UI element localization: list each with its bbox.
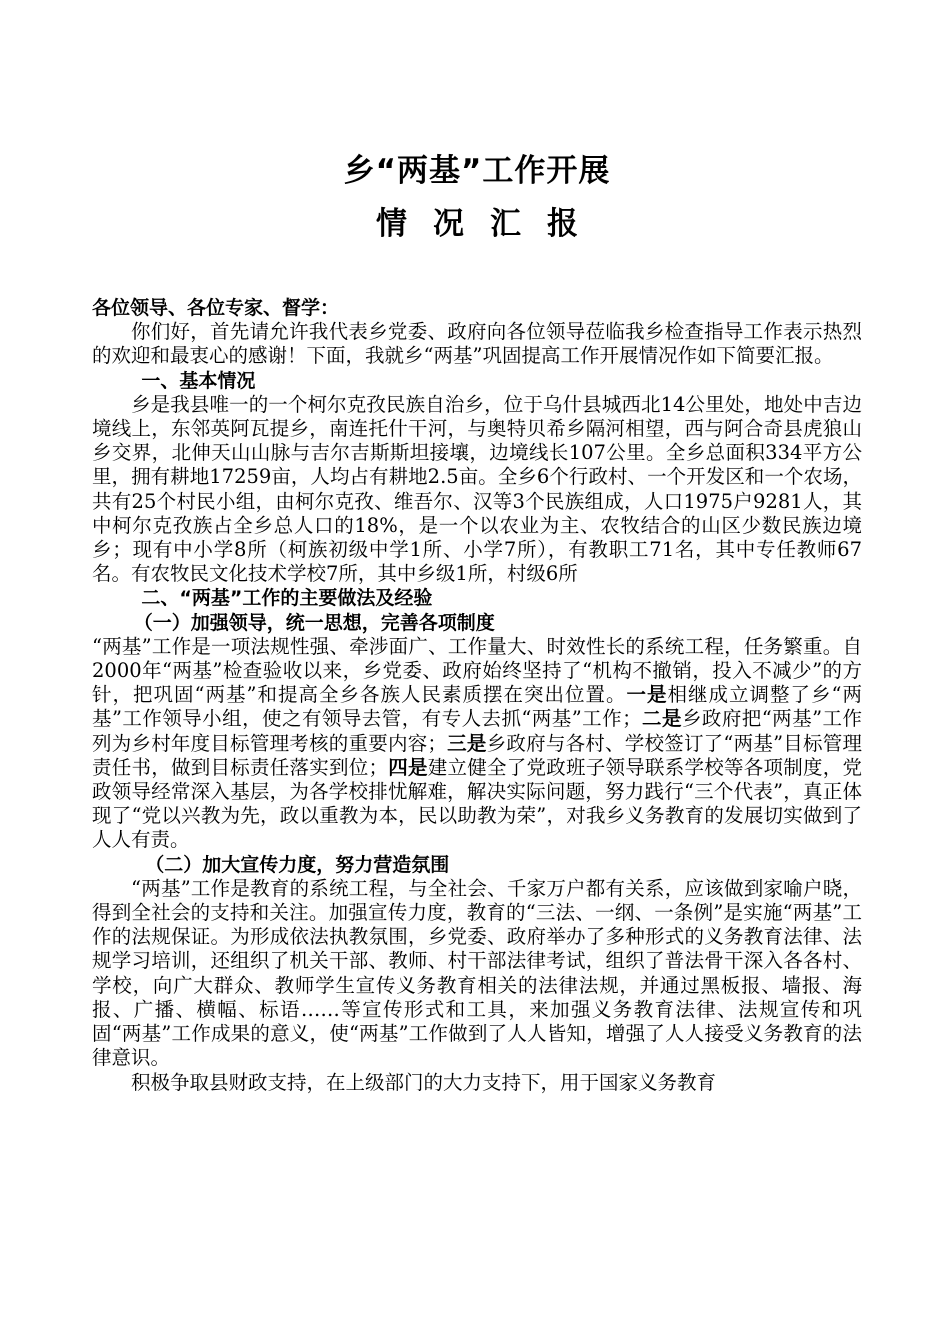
keyword-fourth: 四是	[387, 755, 428, 779]
subsection-heading-publicity: （二）加大宣传力度，努力营造氛围	[145, 853, 450, 876]
paragraph-text: 建立健全了党政班子领导联系学校等各项制度，党政领导经常深入基层，为各学校排忧解难，解决实际问题，努力践行“三个代表”，真正体现了“党以兴教为先，政以重教为本，民以助教为荣”，对我乡义务教育的发展切实做到了人人有责。	[92, 755, 862, 852]
document-title: 乡“两基”工作开展	[343, 153, 611, 189]
section-heading-basic-situation: 一、基本情况	[141, 369, 256, 392]
salutation: 各位领导、各位专家、督学：	[92, 297, 340, 319]
paragraph-finance: 积极争取县财政支持，在上级部门的大力支持下，用于国家义务教育	[131, 1070, 717, 1094]
keyword-second: 二是	[641, 707, 682, 731]
subsection-paragraph-leadership	[92, 635, 862, 853]
intro-paragraph: 你们好，首先请允许我代表乡党委、政府向各位领导莅临我乡检查指导工作表示热烈的欢迎和最衷心的感谢！下面，我就乡“两基”巩固提高工作开展情况作如下简要汇报。	[92, 320, 862, 368]
section-heading-methods: 二、“两基”工作的主要做法及经验	[141, 587, 433, 610]
subsection-paragraph-publicity: “两基”工作是教育的系统工程，与全社会、千家万户都有关系，应该做到家喻户晓，得到全社会的支持和关注。加强宣传力度，教育的“三法、一纲、一条例”是实施“两基”工作的法规保证。为形成依法执教氛围，乡党委、政府举办了多种形式的义务教育法律、法规学习培训，还组织了机关干部、教师、村干部法律考试，组织了普法骨干深入各各村、学校，向广大群众、教师学生宣传义务教育相关的法律法规，并通过黑板报、墙报、海报、广播、横幅、标语……等宣传形式和工具，来加强义务教育法律、法规宣传和巩固“两基”工作成果的意义，使“两基”工作做到了人人皆知，增强了人人接受义务教育的法律意识。	[92, 876, 862, 1070]
paragraph-text: 相继成立调整了乡“两基”工作领导小组，使之有领导去管，有专人去抓“两基”工作；	[92, 683, 862, 731]
keyword-first: 一是	[626, 683, 668, 707]
paragraph-text: “两基”工作是一项法规性强、牵涉面广、工作量大、时效性长的系统工程，任务繁重。自2000年“两基”检查验收以来，乡党委、政府始终坚持了“机构不撤销，投入不减少”的方针，把巩固“两基”和提高全乡各族人民素质摆在突出位置。	[92, 634, 862, 707]
keyword-third: 三是	[446, 731, 487, 755]
section-paragraph-basic-situation: 乡是我县唯一的一个柯尔克孜民族自治乡，位于乌什县城西北14公里处，地处中吉边境线上，东邻英阿瓦提乡，南连托什干河，与奥特贝希乡隔河相望，西与阿合奇县虎狼山乡交界，北伸天山山脉与吉尔吉斯斯坦接壤，边境线长107公里。全乡总面积334平方公里，拥有耕地17259亩，人均占有耕地2.5亩。全乡6个行政村、一个开发区和一个农场，共有25个村民小组，由柯尔克孜、维吾尔、汉等3个民族组成，人口1975户9281人，其中柯尔克孜族占全乡总人口的18%，是一个以农业为主、农牧结合的山区少数民族边境乡；现有中小学8所（柯族初级中学1所、小学7所），有教职工71名，其中专任教师67名。有农牧民文化技术学校7所，其中乡级1所，村级6所	[92, 392, 862, 586]
paragraph-text: 乡政府与各村、学校签订了“两基”目标管理责任书，做到目标责任落实到位；	[92, 731, 862, 779]
document-body	[92, 296, 862, 1095]
paragraph-text: 乡政府把“两基”工作列为乡村年度目标管理考核的重要内容；	[92, 707, 862, 755]
document-subtitle: 情况汇报	[376, 206, 604, 242]
subsection-heading-leadership: （一）加强领导，统一思想，完善各项制度	[133, 611, 495, 634]
